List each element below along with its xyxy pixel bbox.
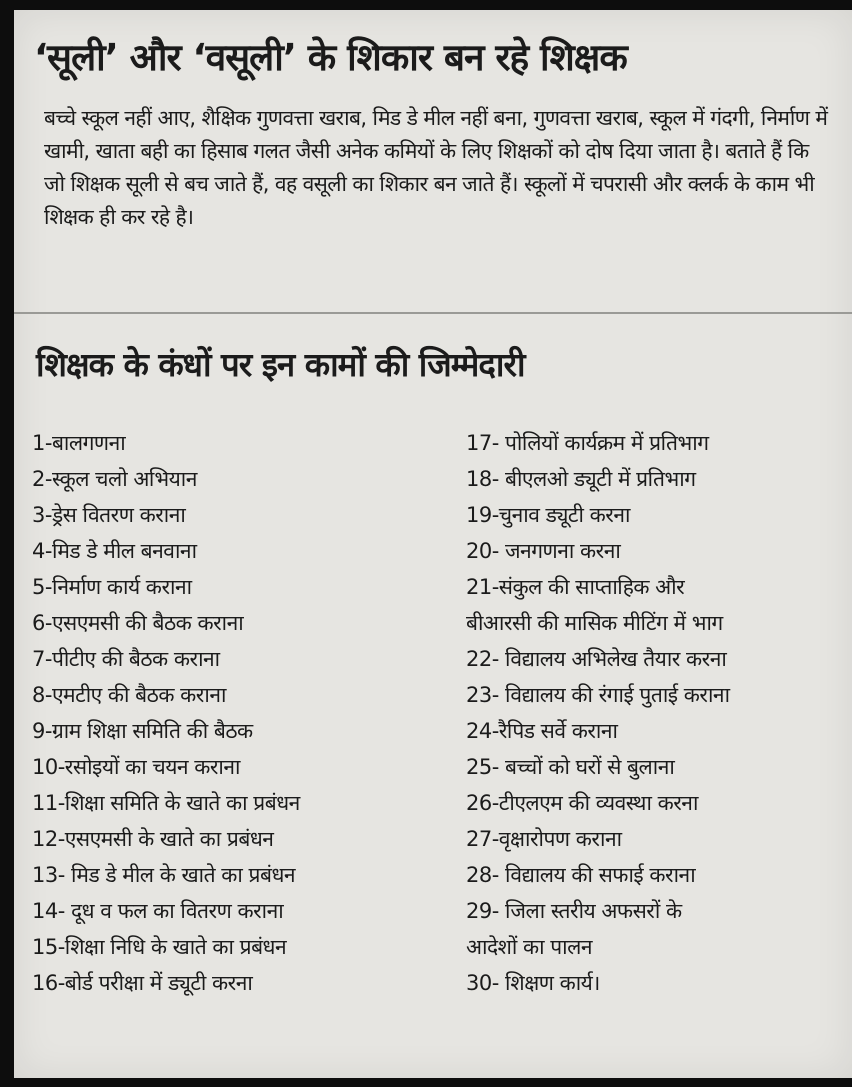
list-item: 26-टीएलएम की व्यवस्था करना [466,791,698,815]
list-item: बीआरसी की मासिक मीटिंग में भाग [466,611,723,635]
list-item: 4-मिड डे मील बनवाना [32,539,197,563]
list-item: 15-शिक्षा निधि के खाते का प्रबंधन [32,935,287,959]
list-item: 11-शिक्षा समिति के खाते का प्रबंधन [32,791,300,815]
list-item: 12-एसएमसी के खाते का प्रबंधन [32,827,274,851]
list-item: 23- विद्यालय की रंगाई पुताई कराना [466,683,730,707]
list-item: 29- जिला स्तरीय अफसरों के [466,899,682,923]
headline: ‘सूली’ और ‘वसूली’ के शिकार बन रहे शिक्षक [34,36,627,79]
section-divider [14,312,852,314]
list-item: 27-वृक्षारोपण कराना [466,827,622,851]
list-item: 21-संकुल की साप्ताहिक और [466,575,685,599]
list-item: 24-रैपिड सर्वे कराना [466,719,618,743]
duties-subheading: शिक्षक के कंधों पर इन कामों की जिम्मेदारी [36,345,525,384]
list-item: 3-ड्रेस वितरण कराना [32,503,186,527]
list-item: 7-पीटीए की बैठक कराना [32,647,220,671]
newspaper-clipping [14,10,852,1078]
list-item: 13- मिड डे मील के खाते का प्रबंधन [32,863,296,887]
list-item: 17- पोलियों कार्यक्रम में प्रतिभाग [466,431,709,455]
list-item: 6-एसएमसी की बैठक कराना [32,611,244,635]
intro-paragraph: बच्चे स्कूल नहीं आए, शैक्षिक गुणवत्ता खराब, मिड डे मील नहीं बना, गुणवत्ता खराब, स्कूल में गंदगी, निर्माण में खामी, खाता बही का हिसाब गलत जैसी अनेक कमियों के लिए शिक्षकों को दोष दिया जाता है। बताते हैं कि जो शिक्षक सूली से बच जाते हैं, वह वसूली का शिकार बन जाते हैं। स्कूलों में चपरासी और क्लर्क के काम भी शिक्षक ही कर रहे है। [44,106,828,229]
list-item: 10-रसोइयों का चयन कराना [32,755,240,779]
list-item: 1-बालगणना [32,431,126,455]
list-item: 30- शिक्षण कार्य। [466,971,600,995]
list-item: 9-ग्राम शिक्षा समिति की बैठक [32,719,253,743]
list-item: 16-बोर्ड परीक्षा में ड्यूटी करना [32,971,253,995]
list-item: 18- बीएलओ ड्यूटी में प्रतिभाग [466,467,696,491]
list-item: 20- जनगणना करना [466,539,621,563]
list-item: 14- दूध व फल का वितरण कराना [32,899,284,923]
list-item: 8-एमटीए की बैठक कराना [32,683,226,707]
list-item: 19-चुनाव ड्यूटी करना [466,503,630,527]
list-item: 22- विद्यालय अभिलेख तैयार करना [466,647,727,671]
list-item: आदेशों का पालन [466,935,593,959]
duties-list-left [32,425,452,1001]
list-item: 2-स्कूल चलो अभियान [32,467,197,491]
list-item: 28- विद्यालय की सफाई कराना [466,863,696,887]
list-item: 5-निर्माण कार्य कराना [32,575,192,599]
list-item: 25- बच्चों को घरों से बुलाना [466,755,675,779]
duties-list-right [466,425,848,1001]
